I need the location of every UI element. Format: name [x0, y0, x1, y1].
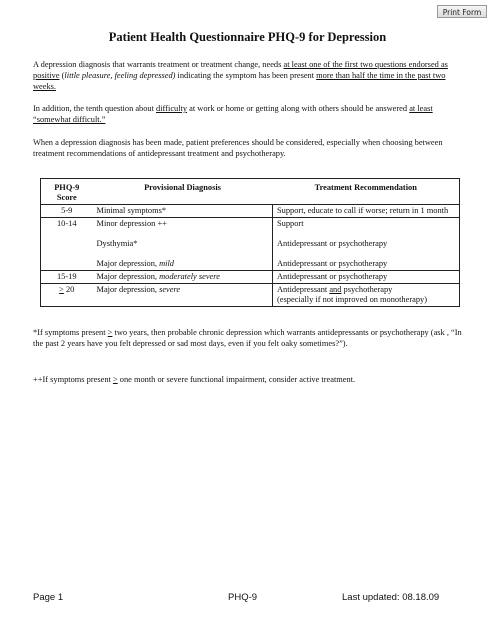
note2-text: ++If symptoms present [33, 375, 113, 384]
diagnosis-text: Major depression, [96, 272, 160, 281]
p1-text-2: ( [59, 71, 65, 80]
p1-underlined: at least one of the first two questions endorsed as positive [33, 60, 448, 80]
note1-text: *If symptoms present [33, 328, 108, 337]
cell-score: 10-14 [41, 218, 93, 231]
footer-doc-name: PHQ-9 [228, 592, 258, 603]
diagnosis-text: Major depression, [96, 285, 160, 294]
table-row [41, 250, 460, 271]
table-row [41, 230, 460, 250]
cell-diagnosis: Minor depression ++ [93, 218, 273, 231]
cell-score [41, 250, 93, 271]
table-row [41, 218, 460, 231]
cell-score [41, 284, 93, 307]
note1-symbol: > [107, 328, 113, 337]
note2-text-2: one month or severe functional impairment, consider active treatment. [117, 375, 356, 384]
diagnosis-text: Major depression, [96, 259, 160, 268]
table-header-row [41, 179, 460, 205]
table-row [41, 205, 460, 218]
cell-score: 5-9 [41, 205, 93, 218]
diagnosis-severity: mild [159, 259, 174, 268]
diagnosis-severity: severe [159, 285, 181, 294]
cell-treatment [273, 284, 460, 307]
cell-treatment: Support, educate to call if worse; return in 1 month [273, 205, 460, 218]
preference-paragraph: When a depression diagnosis has been made, patient preferences should be considered, especially when choosing between treatment recommendations of antidepressant treatment and psychotherapy. [33, 138, 443, 158]
p2-text-2: at work or home or getting along with others should be answered [187, 104, 410, 113]
header-treatment: Treatment Recommendation [314, 183, 417, 192]
score-text: 20 [63, 285, 75, 294]
cell-treatment: Antidepressant or psychotherapy [273, 230, 460, 250]
note1-text-2: two years, then probable chronic depression which warrants antidepressants or psychotherapy (ask , “In the past 2 years have you felt depressed or sad most days, even if you felt oaky sometimes?”). [33, 328, 462, 348]
header-diagnosis: Provisional Diagnosis [144, 183, 221, 192]
phq9-score-table [40, 178, 460, 307]
minor-note [33, 374, 463, 385]
p1-underlined-2: more than half the time in the past two weeks. [33, 71, 446, 91]
intro-paragraph [33, 59, 463, 92]
score-symbol: > [59, 285, 64, 294]
p2-text: In addition, the tenth question about [33, 104, 157, 113]
treatment-underlined: and [329, 285, 342, 294]
footer-page-number: Page 1 [33, 592, 64, 603]
p1-text: A depression diagnosis that warrants treatment or treatment change, needs [33, 60, 284, 69]
cell-diagnosis [93, 250, 273, 271]
chronic-note [33, 327, 463, 349]
treatment-text: Antidepressant [277, 285, 330, 294]
cell-treatment: Antidepressant or psychotherapy [273, 271, 460, 284]
footer-last-updated: Last updated: 08.18.09 [342, 592, 440, 603]
p1-italic: little pleasure, feeling depressed) [64, 71, 176, 80]
difficulty-paragraph [33, 103, 463, 125]
treatment-text-2: psychotherapy [341, 285, 393, 294]
print-form-button[interactable]: Print Form [437, 5, 487, 18]
treatment-note: (especially if not improved on monotherapy) [277, 295, 428, 304]
cell-score: 15-19 [41, 271, 93, 284]
cell-treatment: Support [273, 218, 460, 231]
cell-diagnosis [93, 284, 273, 307]
cell-diagnosis [93, 271, 273, 284]
cell-diagnosis: Dysthymia* [96, 239, 138, 248]
note2-symbol: > [112, 375, 118, 384]
cell-score [41, 230, 93, 250]
header-score: PHQ-9 Score [54, 183, 80, 202]
p2-underlined-2: at least “somewhat difficult.” [33, 104, 433, 124]
table-row [41, 271, 460, 284]
p1-text-3: indicating the symptom has been present [175, 71, 317, 80]
table-row [41, 284, 460, 307]
page-title: Patient Health Questionnaire PHQ-9 for Depression [108, 30, 387, 44]
cell-treatment: Antidepressant or psychotherapy [273, 250, 460, 271]
diagnosis-severity: moderately severe [159, 272, 220, 281]
p2-underlined: difficulty [156, 104, 188, 113]
cell-diagnosis: Minimal symptoms* [93, 205, 273, 218]
